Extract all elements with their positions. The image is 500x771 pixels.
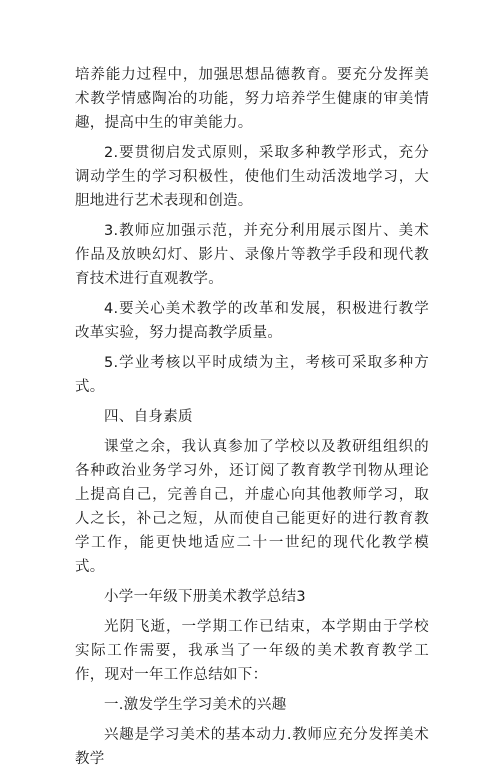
paragraph-item-3: 3.教师应加强示范，并充分利用展示图片、美术作品及放映幻灯、影片、录像片等教学手段和现代教育技术进行直观教学。: [75, 223, 429, 287]
document-body: [75, 63, 429, 771]
paragraph-moral-education: 培养能力过程中，加强思想品德教育。要充分发挥美术教学情感陶冶的功能，努力培养学生健康的审美情趣，提高中生的审美能力。: [75, 67, 429, 131]
paragraph-item-4: 4.要关心美术教学的改革和发展，积极进行教学改革实验，努力提高教学质量。: [75, 301, 429, 341]
section-heading-self-quality: 四、自身素质: [104, 409, 193, 425]
paragraph-interest: 兴趣是学习美术的基本动力.教师应充分发挥美术教学: [75, 727, 429, 767]
paragraph-self-quality: 课堂之余，我认真参加了学校以及教研组组织的各种政治业务学习外，还订阅了教育教学刊物从理论上提高自己，完善自己，并虚心向其他教师学习，取人之长，补己之短，从而使自己能更好的进行教育教学工作，能更快地适应二十一世纪的现代化教学模式。: [75, 439, 429, 575]
paragraph-item-5: 5.学业考核以平时成绩为主，考核可采取多种方式。: [75, 355, 429, 395]
document-title: 小学一年级下册美术教学总结3: [104, 589, 306, 605]
paragraph-intro: 光阴飞逝，一学期工作已结束，本学期由于学校实际工作需要，我承当了一年级的美术教育教学工作，现对一年工作总结如下：: [75, 619, 429, 683]
section-heading-interest: 一.激发学生学习美术的兴趣: [104, 697, 287, 713]
paragraph-item-2: 2.要贯彻启发式原则，采取多种教学形式，充分调动学生的学习积极性，使他们生动活泼地学习，大胆地进行艺术表现和创造。: [75, 145, 429, 209]
